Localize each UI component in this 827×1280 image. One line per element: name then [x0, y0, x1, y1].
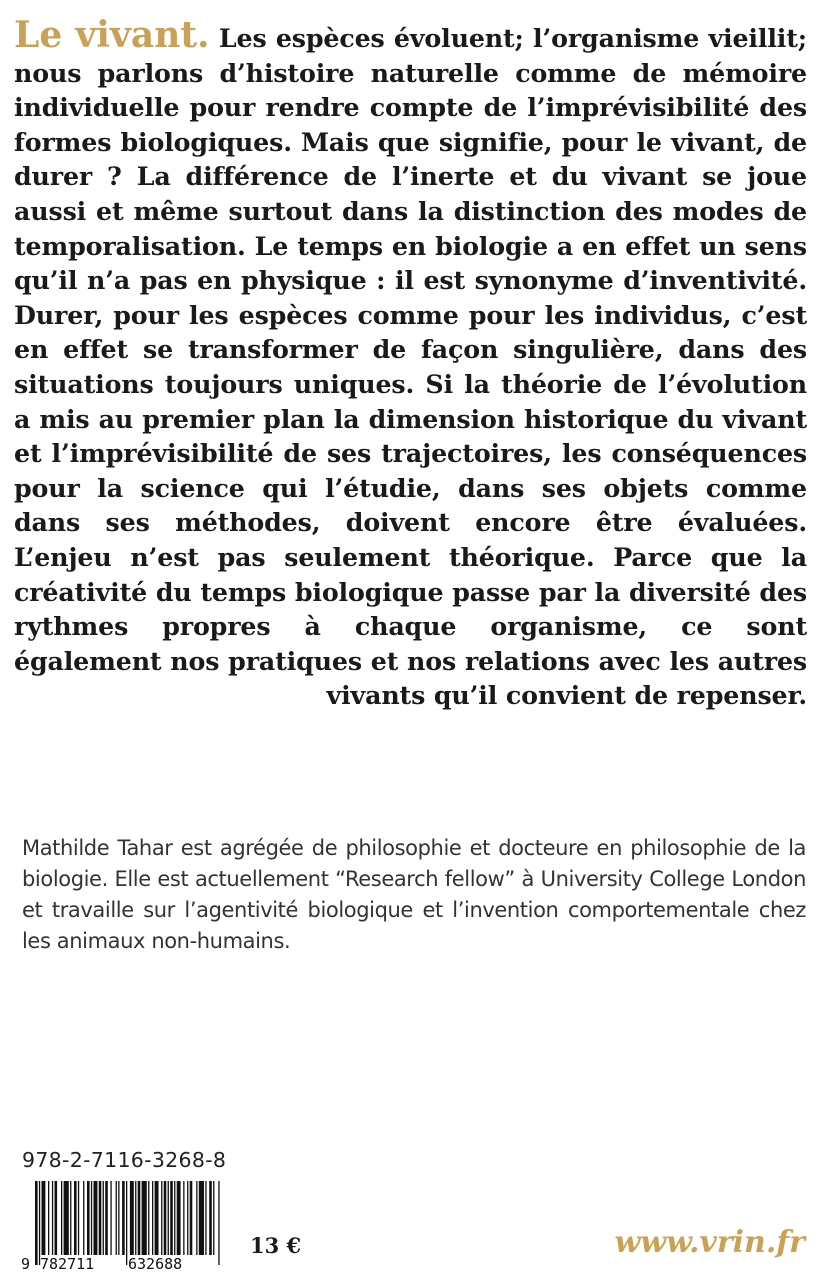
barcode-digits-right: 632688	[128, 1255, 183, 1273]
barcode-digits-left: 782711	[40, 1255, 95, 1273]
blurb-lead-title: Le vivant.	[14, 14, 210, 56]
barcode	[18, 1177, 226, 1273]
barcode-digit-first: 9	[21, 1255, 31, 1273]
publisher-website[interactable]: www.vrin.fr	[614, 1225, 805, 1260]
blurb-text: Les espèces évoluent; l’organisme vieillit; nous parlons d’histoire naturelle comme de mémoire individuelle pour rendre compte de l’imprévisibilité des formes biologiques. Mais que signifie, pour le vivant, de durer ? La différence de l’inerte et du vivant se joue aussi et même surtout dans la distinction des modes de temporalisation. Le temps en biologie a en effet un sens qu’il n’a pas en physique : il est synonyme d’inventivité. Durer, pour les espèces comme pour les individus, c’est en effet se transformer de façon singulière, dans des situations toujours uniques. Si la théorie de l’évolution a mis au premier plan la dimension historique du vivant et l’imprévisibilité de ses trajectoires, les conséquences pour la science qui l’étudie, dans ses objets comme dans ses méthodes, doivent encore être évaluées. L’enjeu n’est pas seulement théorique. Parce que la créativité du temps biologique passe par la diversité des rythmes propres à chaque organisme, ce sont également nos pratiques et nos relations avec les autres vivants qu’il convient de repenser.	[14, 23, 807, 711]
barcode-icon	[18, 1177, 226, 1273]
author-bio: Mathilde Tahar est agrégée de philosophie et docteure en philosophie de la biologie. Elle est actuellement “Research fellow” à University College London et travaille sur l’agentivité biologique et l’invention comportementale chez les animaux non-humains.	[22, 836, 806, 953]
isbn-number: 978-2-7116-3268-8	[22, 1148, 227, 1172]
price-label: 13 €	[250, 1233, 302, 1258]
blurb-paragraph	[14, 14, 807, 713]
